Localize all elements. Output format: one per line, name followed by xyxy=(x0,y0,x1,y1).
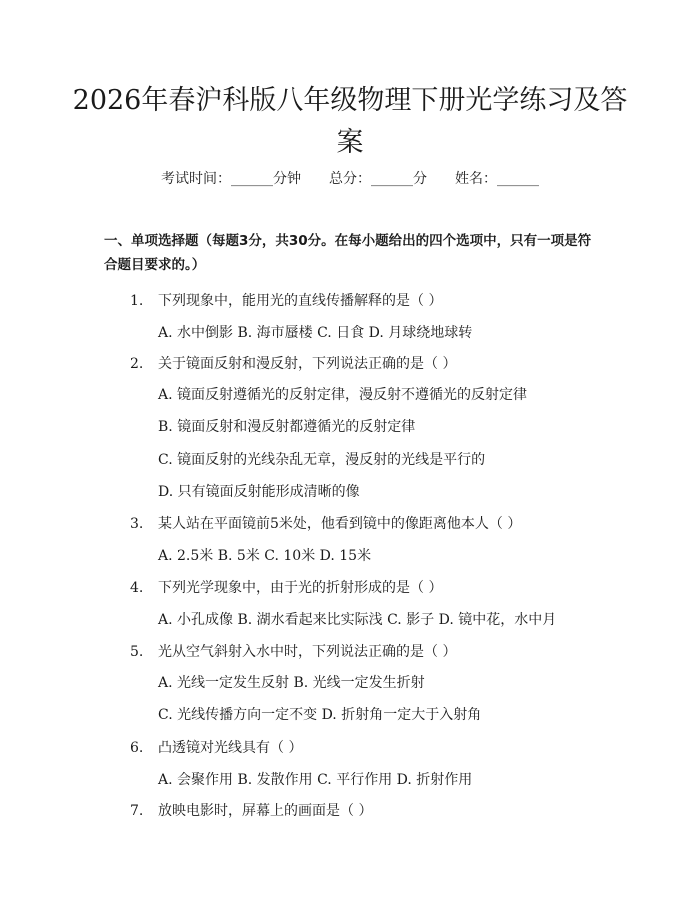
question-5-options-line: C. 光线传播方向一定不变 D. 折射角一定大于入射角 xyxy=(158,707,482,723)
question-2 xyxy=(130,353,456,373)
question-1 xyxy=(130,290,442,310)
question-3-options-line: A. 2.5米 B. 5米 C. 10米 D. 15米 xyxy=(158,548,372,564)
question-6 xyxy=(130,737,302,757)
question-text: 光从空气斜射入水中时，下列说法正确的是（ ） xyxy=(158,644,457,660)
question-6-options-line: A. 会聚作用 B. 发散作用 C. 平行作用 D. 折射作用 xyxy=(158,772,473,788)
question-2-options-line: D. 只有镜面反射能形成清晰的像 xyxy=(158,484,360,500)
question-3 xyxy=(130,513,521,533)
question-number: 1. xyxy=(130,293,144,309)
question-number: 5. xyxy=(130,644,144,660)
question-5 xyxy=(130,641,456,661)
question-5-options-line: A. 光线一定发生反射 B. 光线一定发生折射 xyxy=(158,675,425,691)
question-2-options-line: B. 镜面反射和漫反射都遵循光的反射定律 xyxy=(158,419,416,435)
question-2-options-line: A. 镜面反射遵循光的反射定律，漫反射不遵循光的反射定律 xyxy=(158,387,528,403)
question-7 xyxy=(130,800,372,820)
question-text: 下列现象中，能用光的直线传播解释的是（ ） xyxy=(158,293,443,309)
question-number: 4. xyxy=(130,580,144,596)
question-text: 凸透镜对光线具有（ ） xyxy=(158,740,303,756)
document-title: 2026年春沪科版八年级物理下册光学练习及答案 xyxy=(72,85,628,158)
question-text: 下列光学现象中，由于光的折射形成的是（ ） xyxy=(158,580,443,596)
question-number: 6. xyxy=(130,740,144,756)
question-text: 放映电影时，屏幕上的画面是（ ） xyxy=(158,803,373,819)
exam-info-line: 考试时间：______分钟 总分：______分 姓名：______ xyxy=(161,171,539,187)
question-number: 3. xyxy=(130,516,144,532)
question-number: 7. xyxy=(130,803,144,819)
question-2-options-line: C. 镜面反射的光线杂乱无章，漫反射的光线是平行的 xyxy=(158,452,486,468)
question-text: 某人站在平面镜前5米处，他看到镜中的像距离他本人（ ） xyxy=(158,516,522,532)
question-4 xyxy=(130,577,442,597)
question-number: 2. xyxy=(130,356,144,372)
question-4-options-line: A. 小孔成像 B. 湖水看起来比实际浅 C. 影子 D. 镜中花，水中月 xyxy=(158,612,557,628)
section-heading: 一、单项选择题（每题3分，共30分。在每小题给出的四个选项中，只有一项是符合题目要求的。） xyxy=(104,233,592,273)
question-1-options-line: A. 水中倒影 B. 海市蜃楼 C. 日食 D. 月球绕地球转 xyxy=(158,325,473,341)
question-text: 关于镜面反射和漫反射，下列说法正确的是（ ） xyxy=(158,356,457,372)
